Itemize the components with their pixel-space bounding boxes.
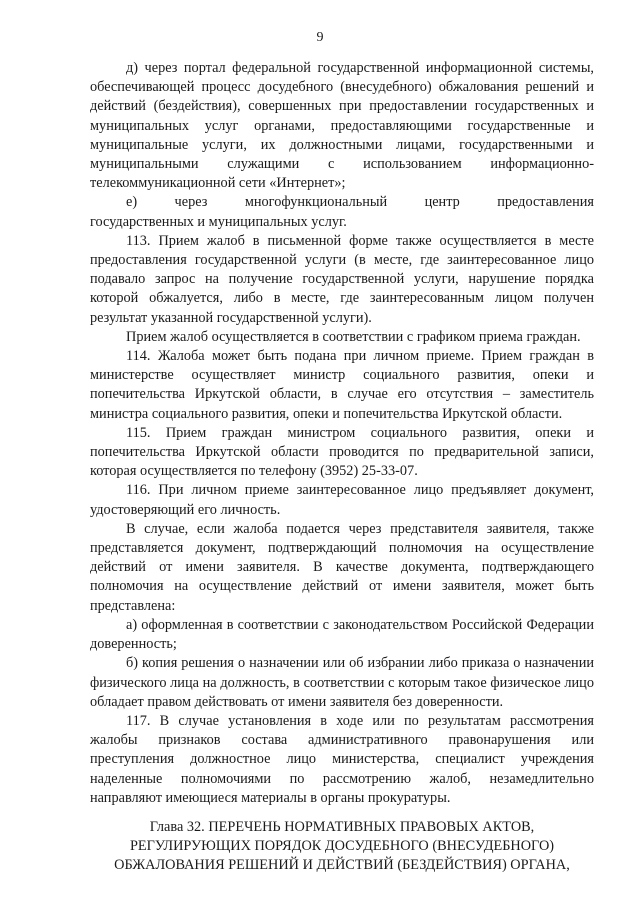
paragraph-e-mfc-continued: государственных и муниципальных услуг. xyxy=(90,213,347,230)
paragraph-schedule: Прием жалоб осуществляется в соответствии с графиком приема граждан. xyxy=(126,328,581,345)
paragraph-113: 113. Прием жалоб в письменной форме также осуществляется в месте предоставления государственной услуги (в месте, где заинтересованное лицо подавало запрос на получение государственной услуги, нарушение порядка которой обжалуется, либо в месте, где заинтересованным лицом получен результат указанной государственной услуги). xyxy=(90,232,594,326)
paragraph-114: 114. Жалоба может быть подана при личном приеме. Прием граждан в министерстве осуществляет министр социального развития, опеки и попечительства Иркутской области, в случае его отсутствия – заместитель министра социального развития, опеки и попечительства Иркутской области. xyxy=(90,348,594,422)
page-number: 9 xyxy=(316,30,324,45)
section-gap xyxy=(90,808,594,818)
paragraph-representative: В случае, если жалоба подается через представителя заявителя, также представляется документ, подтверждающий полномочия на осуществление действий от имени заявителя. В качестве документа, подтверждающего полномочия на осуществление действий от имени заявителя, может быть представлена: xyxy=(90,520,594,614)
chapter-heading-line-3: ОБЖАЛОВАНИЯ РЕШЕНИЙ И ДЕЙСТВИЙ (БЕЗДЕЙСТВИЯ) ОРГАНА, xyxy=(114,856,570,873)
paragraph-117: 117. В случае установления в ходе или по результатам рассмотрения жалобы признаков состава административного правонарушения или преступления должностное лицо министерства, специалист учреждения наделенные полномочиями по рассмотрению жалоб, незамедлительно направляют имеющиеся материалы в органы прокуратуры. xyxy=(90,712,594,806)
chapter-heading-line-2: РЕГУЛИРУЮЩИХ ПОРЯДОК ДОСУДЕБНОГО (ВНЕСУДЕБНОГО) xyxy=(129,837,555,854)
paragraph-a-power-of-attorney: а) оформленная в соответствии с законодательством Российской Федерации доверенность; xyxy=(90,616,594,653)
paragraph-115: 115. Прием граждан министром социального развития, опеки и попечительства Иркутской области проводится по предварительной записи, которая осуществляется по телефону (3952) 25-33-07. xyxy=(90,424,594,480)
chapter-heading-line-1: Глава 32. ПЕРЕЧЕНЬ НОРМАТИВНЫХ ПРАВОВЫХ АКТОВ, xyxy=(149,818,535,835)
document-body xyxy=(90,59,594,875)
paragraph-b-decision-copy: б) копия решения о назначении или об избрании либо приказа о назначении физического лица на должность, в соответствии с которым такое физическое лицо обладает правом действовать от имени заявителя без доверенности. xyxy=(90,655,594,710)
paragraph-e-mfc: е) через многофункциональный центр предоставления xyxy=(126,194,594,211)
chapter-heading xyxy=(90,818,594,875)
paragraph-d-portal: д) через портал федеральной государственной информационной системы, обеспечивающей процесс досудебного (внесудебного) обжалования решений и действий (бездействия), совершенных при предоставлении государственных и муниципальных услуг органами, предоставляющими государственные и муниципальные услуги, их должностными лицами, государственными и муниципальными служащими с использованием информационно-телекоммуникационной сети «Интернет»; xyxy=(90,60,594,192)
paragraph-116: 116. При личном приеме заинтересованное лицо предъявляет документ, удостоверяющий его личность. xyxy=(90,482,594,518)
